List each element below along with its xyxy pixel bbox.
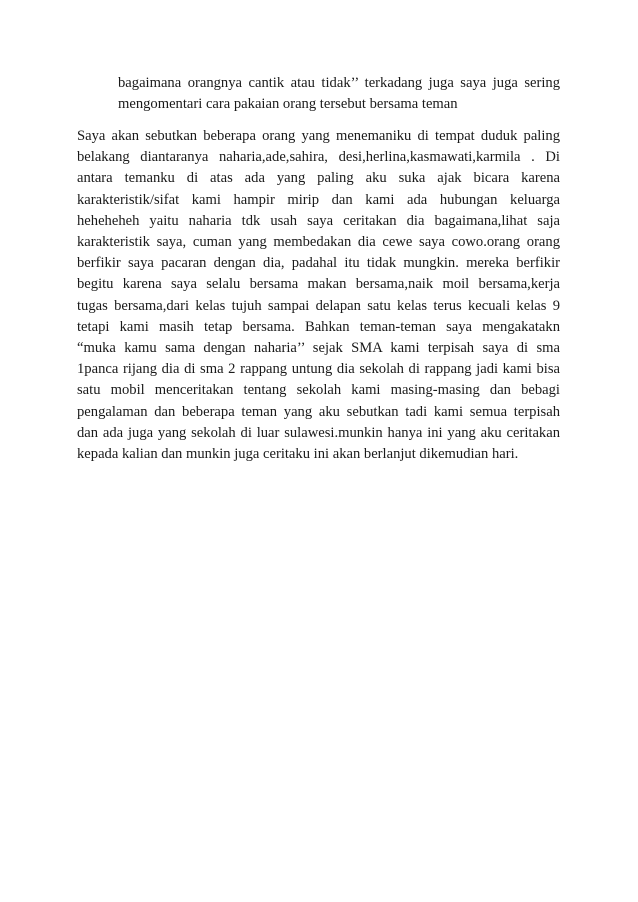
text-line: mengomentari cara pakaian orang tersebut bersama teman <box>118 96 458 113</box>
text-line: berfikir saya pacaran dengan dia, padahal itu tidak mungkin. mereka berfikir <box>77 255 560 272</box>
text-line: antara temanku di atas ada yang paling aku suka ajak bicara karena <box>77 170 560 187</box>
text-line: tetapi kami masih tetap bersama. Bahkan teman-teman saya mengakatakn <box>77 318 560 335</box>
indented-paragraph <box>118 73 560 115</box>
text-line: heheheheh yaitu naharia tdk usah saya ceritakan dia bagaimana,lihat saja <box>77 212 560 229</box>
text-line: satu mobil menceritakan tentang sekolah kami masing-masing dan bebagi <box>77 382 560 399</box>
text-line: dan ada juga yang sekolah di luar sulawesi.munkin hanya ini yang aku ceritakan <box>77 424 560 441</box>
text-line: karakteristik/sifat kami hampir mirip dan kami ada hubungan keluarga <box>77 191 560 208</box>
text-line: belakang diantaranya naharia,ade,sahira, desi,herlina,kasmawati,karmila . Di <box>77 149 560 166</box>
main-paragraph <box>77 126 560 465</box>
text-line: tugas bersama,dari kelas tujuh sampai delapan satu kelas terus kecuali kelas 9 <box>77 297 560 314</box>
text-line: bagaimana orangnya cantik atau tidak’’ terkadang juga saya juga sering <box>118 75 560 91</box>
text-line: begitu karena saya selalu bersama makan bersama,naik moil bersama,kerja <box>77 276 560 293</box>
text-line: pengalaman dan beberapa teman yang aku sebutkan tadi kami semua terpisah <box>77 403 560 420</box>
text-line: kepada kalian dan munkin juga ceritaku ini akan berlanjut dikemudian hari. <box>77 446 519 463</box>
text-line: karakteristik saya, cuman yang membedakan dia cewe saya cowo.orang orang <box>77 234 560 251</box>
text-line: 1panca rijang dia di sma 2 rappang untung dia sekolah di rappang jadi kami bisa <box>77 361 560 378</box>
text-line: Saya akan sebutkan beberapa orang yang menemaniku di tempat duduk paling <box>77 128 560 144</box>
text-line: “muka kamu sama dengan naharia’’ sejak SMA kami terpisah saya di sma <box>77 340 560 357</box>
